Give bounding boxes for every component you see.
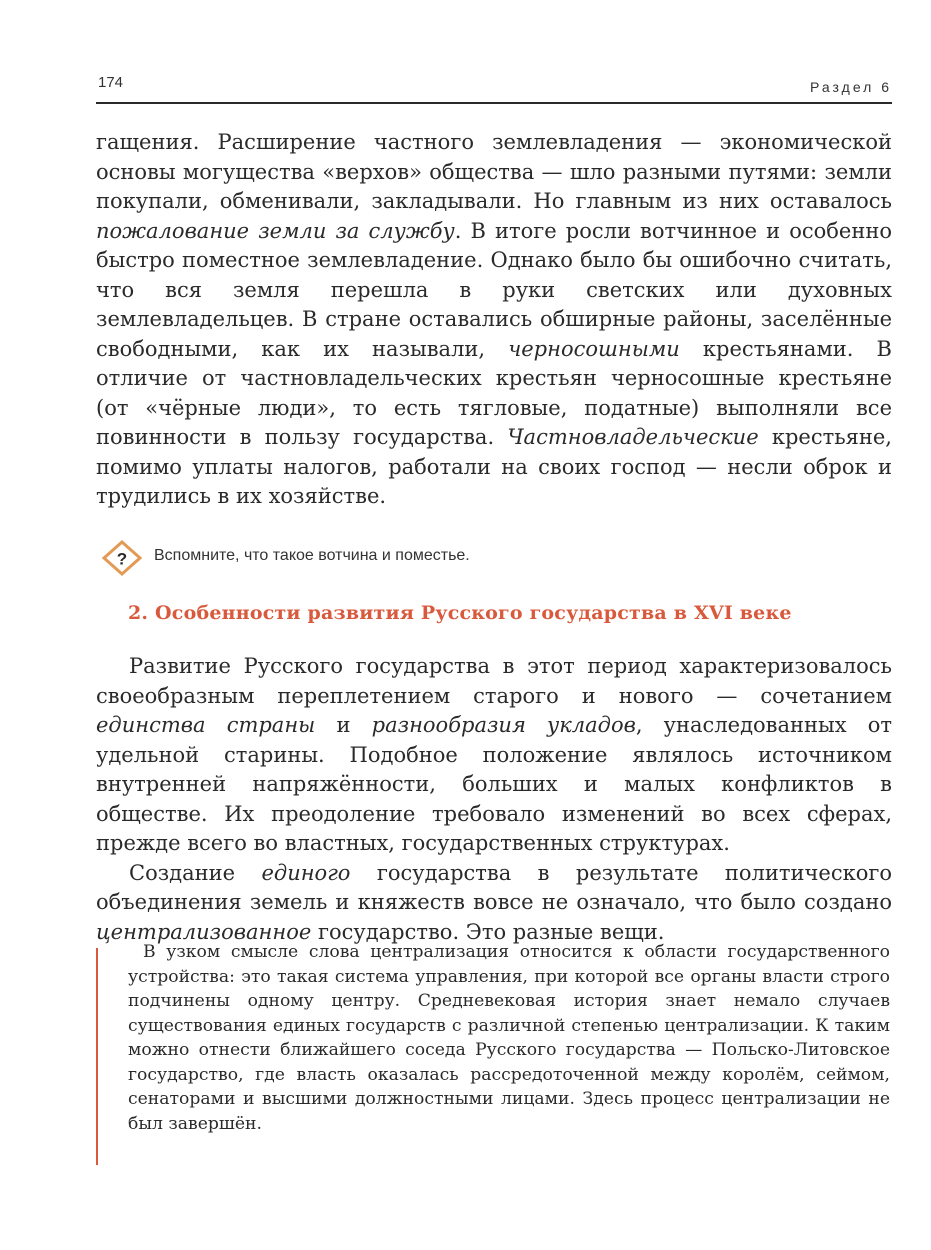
term-chastnovladelcheskie: Частновладельческие	[507, 425, 759, 449]
svg-text:?: ?	[116, 549, 128, 569]
paragraph: Создание единого государства в результате политического объединения земель и княжеств вовсе не означало, что было создано централизованное государство. Это разные вещи.	[96, 860, 892, 944]
page-header	[96, 70, 892, 104]
section-heading: 2. Особенности развития Русского государства в XVI веке	[128, 602, 792, 624]
paragraph-continuation: гащения. Расширение частного землевладения — экономической основы могущества «верхов» общества — шло разными путями: земли покупали, обменивали, закладывали. Но главным из них оставалось пожалование земли за службу. В итоге росли вотчинное и особенно быстро поместное землевладение. Однако было бы ошибочно считать, что вся земля перешла в руки светских или духовных землевладельцев. В стране оставались обширные районы, заселённые свободными, как их называли, черносошными крестьянами. В отличие от частновладельческих крестьян черносошные крестьяне (от «чёрные люди», то есть тягловые, податные) выполняли все повинности в пользу государства. Частновладельческие крестьяне, помимо уплаты налогов, работали на своих господ — несли оброк и трудились в их хозяйстве.	[96, 130, 892, 508]
term-chernososhnye: черносошными	[508, 336, 680, 361]
page-number: 174	[98, 74, 124, 91]
accent-bar	[96, 948, 98, 1165]
body-text-top	[96, 128, 892, 512]
definition-box	[96, 940, 892, 1165]
question-diamond-icon	[102, 540, 142, 576]
term-centralized: централизованное	[96, 919, 312, 944]
question-prompt	[96, 538, 892, 578]
section-label: Раздел 6	[810, 79, 892, 95]
question-text: Вспомните, что такое вотчина и поместье.	[154, 547, 470, 564]
term-land-grant: пожалование земли за службу	[96, 218, 455, 243]
paragraph: Развитие Русского государства в этот период характеризовалось своеобразным переплетением старого и нового — сочетанием единства страны и разнообразия укладов, унаследованных от удельной старины. Подобное положение являлось источником внутренней напряжённости, больших и малых конфликтов в обществе. Их преодоление требовало изменений во всех сферах, прежде всего во властных, государственных структурах.	[96, 654, 892, 855]
term-unified: единого	[261, 860, 351, 885]
term-diversity: разнообразия укладов	[371, 713, 636, 737]
term-unity: единства страны	[96, 713, 316, 737]
definition-text: В узком смысле слова централизация относится к области государственного устройства: это такая система управления, при которой все органы власти строго подчинены одному центру. Средневековая история знает немало случаев существования единых государств с различной степенью централизации. К таким можно отнести ближайшего соседа Русского государства — Польско-Литовское государство, где власть оказалась рассредоточенной между королём, сеймом, сенаторами и высшими должностными лицами. Здесь процесс централизации не был завершён.	[128, 942, 890, 1134]
body-text-section2	[96, 652, 892, 947]
